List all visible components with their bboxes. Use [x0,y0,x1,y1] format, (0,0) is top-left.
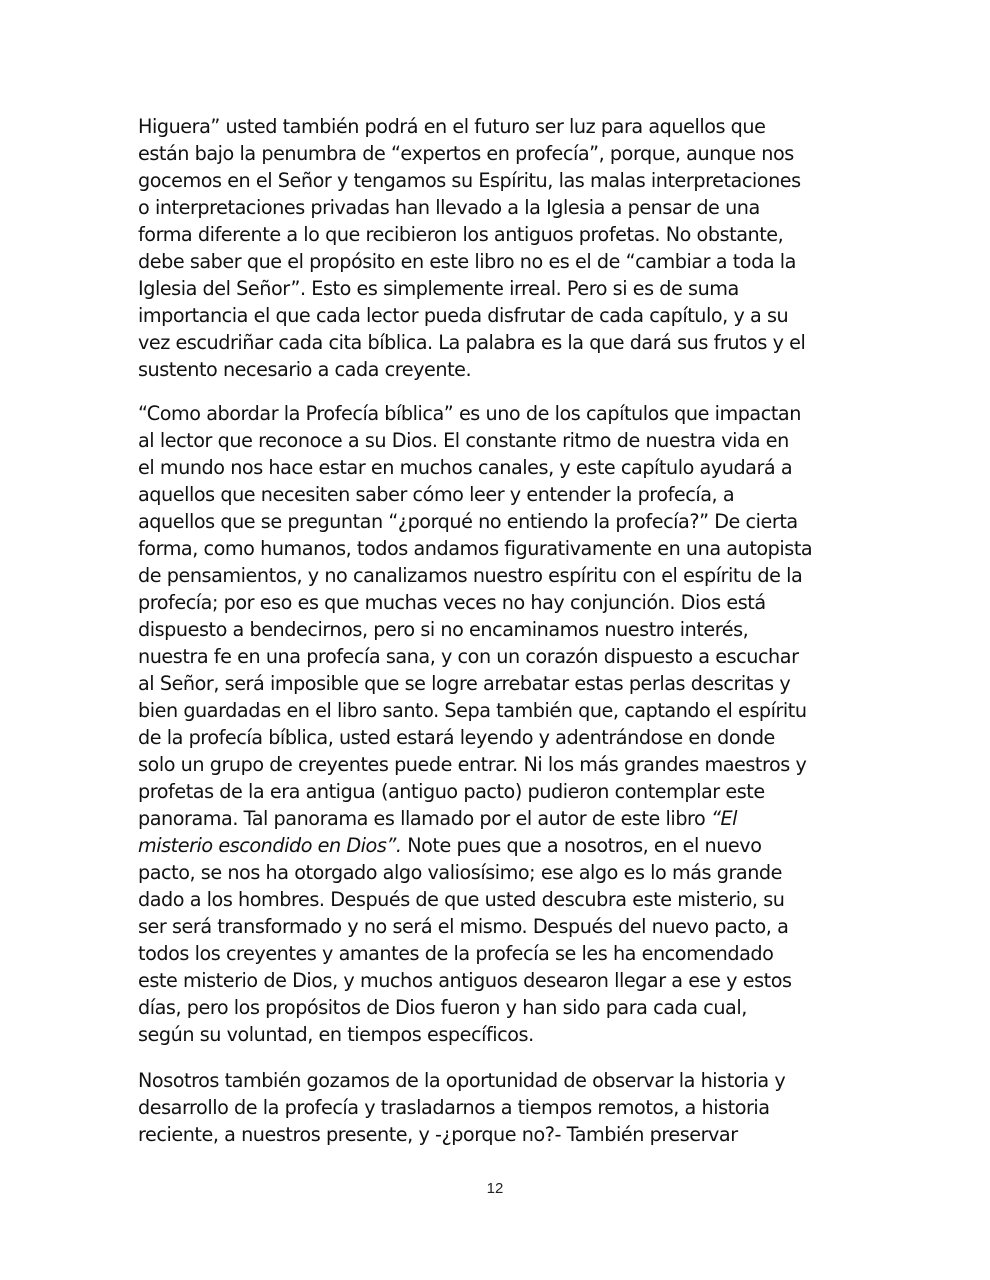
text-line: desarrollo de la profecía y trasladarnos a tiempos remotos, a historia [138,1096,770,1119]
text-line: Nosotros también gozamos de la oportunidad de observar la historia y [138,1069,786,1092]
text-line: días, pero los propósitos de Dios fueron y han sido para cada cual, [138,996,747,1019]
text-line: de pensamientos, y no canalizamos nuestro espíritu con el espíritu de la [138,564,803,587]
text-line: dispuesto a bendecirnos, pero si no encaminamos nuestro interés, [138,618,749,641]
text-line: solo un grupo de creyentes puede entrar. Ni los más grandes maestros y [138,753,807,776]
text-line: al Señor, será imposible que se logre arrebatar estas perlas descritas y [138,672,791,695]
text-line: Higuera” usted también podrá en el futuro ser luz para aquellos que [138,115,766,138]
text-line-with-italic [138,832,858,859]
page-number: 12 [486,1180,504,1197]
text-line: según su voluntad, en tiempos específicos. [138,1023,534,1046]
text-line-with-italic [138,805,858,832]
text-line: ser será transformado y no será el mismo. Después del nuevo pacto, a [138,915,789,938]
italic-book-title: “El [711,807,738,830]
text-line: dado a los hombres. Después de que usted descubra este misterio, su [138,888,785,911]
text-line: aquellos que se preguntan “¿porqué no entiendo la profecía?” De cierta [138,510,798,533]
text-segment: panorama. Tal panorama es llamado por el autor de este libro [138,807,712,830]
text-line: profecía; por eso es que muchas veces no hay conjunción. Dios está [138,591,766,614]
text-line: al lector que reconoce a su Dios. El constante ritmo de nuestra vida en [138,429,789,452]
text-line: el mundo nos hace estar en muchos canales, y este capítulo ayudará a [138,456,793,479]
text-line: este misterio de Dios, y muchos antiguos desearon llegar a ese y estos [138,969,792,992]
text-line: profetas de la era antigua (antiguo pacto) pudieron contemplar este [138,780,765,803]
text-line: nuestra fe en una profecía sana, y con un corazón dispuesto a escuchar [138,645,799,668]
text-line: o interpretaciones privadas han llevado a la Iglesia a pensar de una [138,196,760,219]
paragraph-2 [138,400,858,1048]
text-line: debe saber que el propósito en este libro no es el de “cambiar a toda la [138,250,796,273]
text-line: reciente, a nuestros presente, y -¿porque no?- También preservar [138,1123,738,1146]
text-line: sustento necesario a cada creyente. [138,358,472,381]
text-line: Iglesia del Señor”. Esto es simplemente irreal. Pero si es de suma [138,277,739,300]
text-line: aquellos que necesiten saber cómo leer y entender la profecía, a [138,483,735,506]
text-line: “Como abordar la Profecía bíblica” es uno de los capítulos que impactan [138,402,801,425]
text-line: forma, como humanos, todos andamos figurativamente en una autopista [138,537,813,560]
paragraph-1 [138,113,858,383]
text-line: bien guardadas en el libro santo. Sepa también que, captando el espíritu [138,699,807,722]
text-segment: Note pues que a nosotros, en el nuevo [407,834,762,857]
text-line: están bajo la penumbra de “expertos en profecía”, porque, aunque nos [138,142,794,165]
text-line: forma diferente a lo que recibieron los antiguos profetas. No obstante, [138,223,784,246]
paragraph-3 [138,1067,858,1148]
text-line: todos los creyentes y amantes de la profecía se les ha encomendado [138,942,774,965]
text-line: importancia el que cada lector pueda disfrutar de cada capítulo, y a su [138,304,789,327]
text-line: gocemos en el Señor y tengamos su Espíritu, las malas interpretaciones [138,169,801,192]
text-line: pacto, se nos ha otorgado algo valiosísimo; ese algo es lo más grande [138,861,782,884]
text-line: vez escudriñar cada cita bíblica. La palabra es la que dará sus frutos y el [138,331,806,354]
text-line: de la profecía bíblica, usted estará leyendo y adentrándose en donde [138,726,775,749]
italic-book-title: misterio escondido en Dios”. [138,834,402,857]
